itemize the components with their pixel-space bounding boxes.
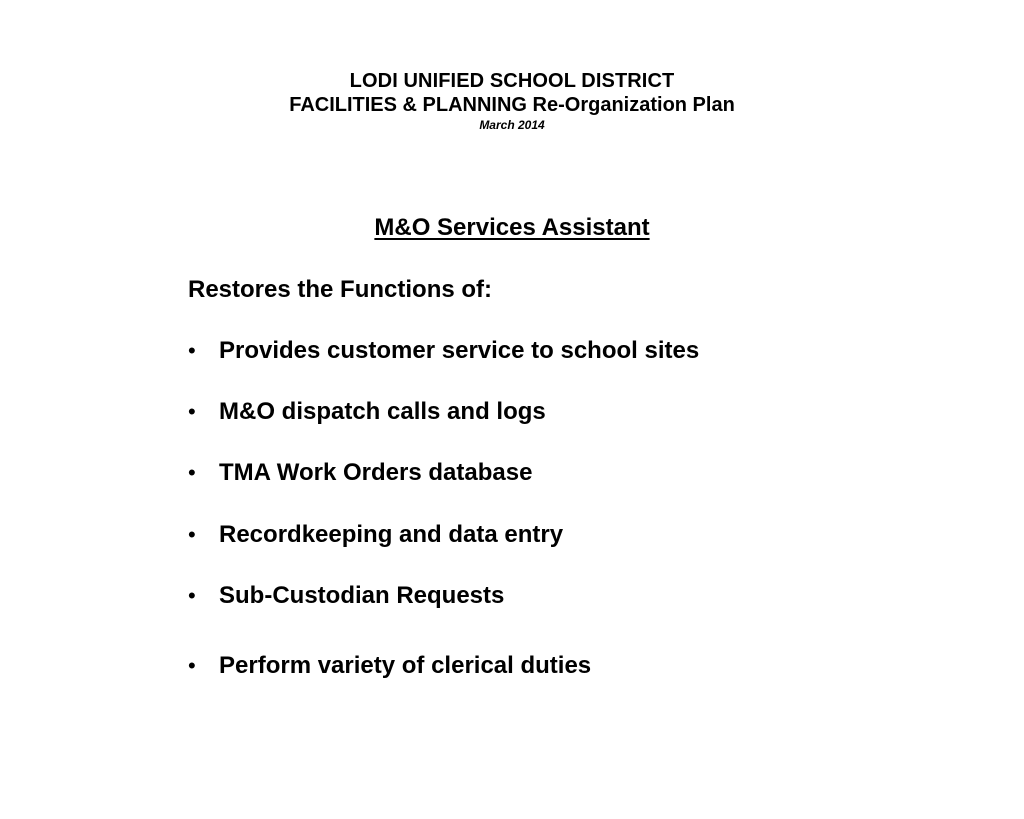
document-header: [0, 69, 1024, 132]
bullet-icon: •: [188, 460, 196, 485]
list-item-text: Provides customer service to school sites: [219, 337, 700, 364]
document-date: March 2014: [479, 118, 545, 132]
list-item-text: Recordkeeping and data entry: [219, 521, 564, 548]
list-item-text: M&O dispatch calls and logs: [219, 398, 546, 425]
bullet-icon: •: [188, 399, 196, 424]
plan-title: FACILITIES & PLANNING Re-Organization Plan: [289, 94, 735, 116]
list-item-text: TMA Work Orders database: [219, 459, 533, 486]
section-intro: Restores the Functions of:: [188, 276, 493, 303]
bullet-icon: •: [188, 522, 196, 547]
organization-name: LODI UNIFIED SCHOOL DISTRICT: [349, 70, 675, 92]
list-item-text: Perform variety of clerical duties: [219, 652, 592, 679]
section-title: M&O Services Assistant: [374, 214, 650, 241]
bullet-icon: •: [188, 583, 196, 608]
list-item-text: Sub-Custodian Requests: [219, 582, 505, 609]
bullet-icon: •: [188, 338, 196, 363]
bullet-icon: •: [188, 653, 196, 678]
